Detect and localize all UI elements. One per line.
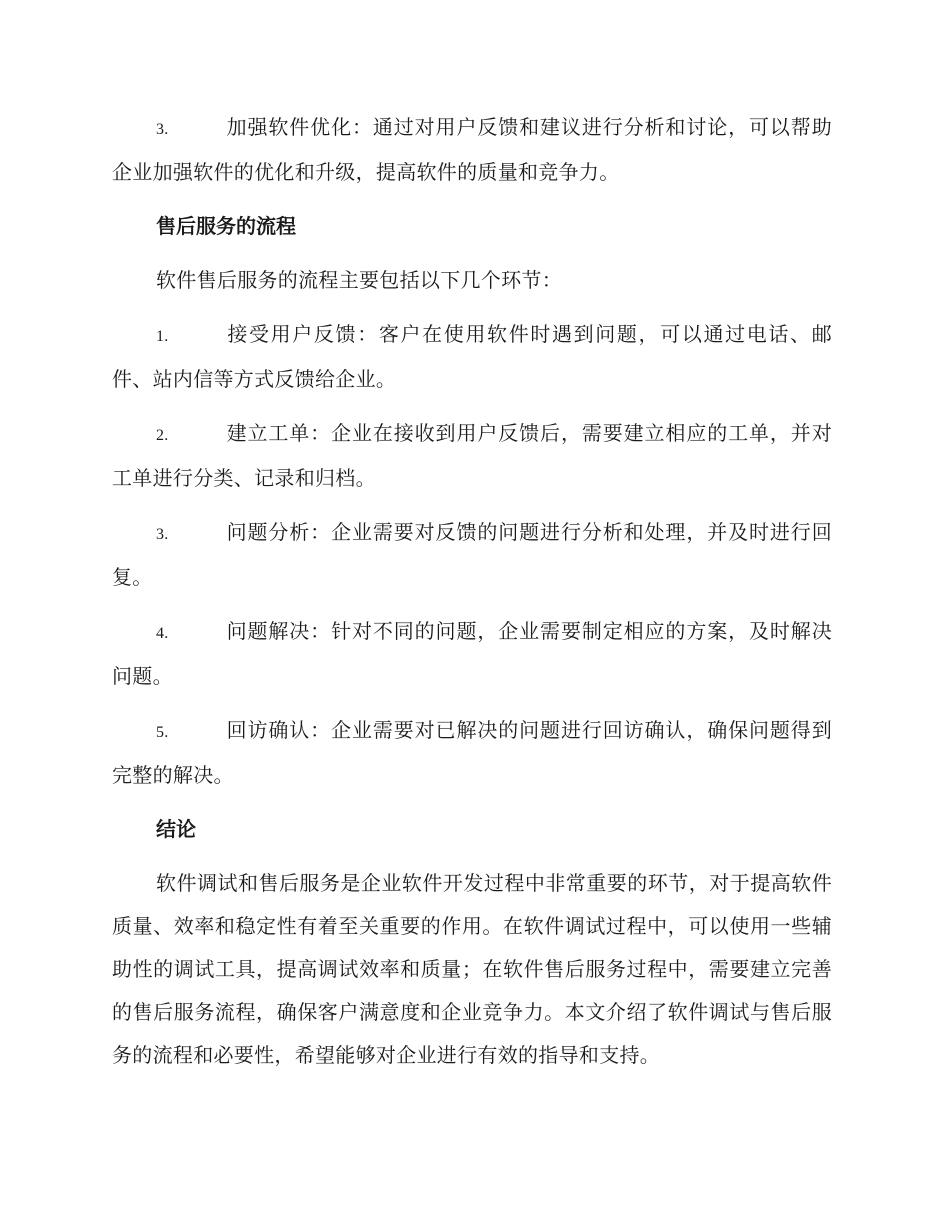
list-item-text: 问题解决：针对不同的问题，企业需要制定相应的方案，及时解决问题。 <box>112 619 832 688</box>
list-item-number: 1. <box>156 328 169 345</box>
list-item-text: 接受用户反馈：客户在使用软件时遇到问题，可以通过电话、邮件、站内信等方式反馈给企业。 <box>112 322 832 391</box>
section-heading-process: 售后服务的流程 <box>156 214 296 238</box>
list-item-number: 3. <box>156 121 169 138</box>
list-item <box>112 511 832 599</box>
section-heading-conclusion: 结论 <box>156 817 196 841</box>
list-item-number: 4. <box>156 625 169 642</box>
process-intro-paragraph: 软件售后服务的流程主要包括以下几个环节： <box>156 268 562 292</box>
list-item-number: 2. <box>156 427 169 444</box>
list-item-text: 建立工单：企业在接收到用户反馈后，需要建立相应的工单，并对工单进行分类、记录和归档。 <box>112 421 832 490</box>
document-content <box>112 106 832 1088</box>
list-item <box>112 610 832 698</box>
list-item-text: 回访确认：企业需要对已解决的问题进行回访确认，确保问题得到完整的解决。 <box>112 718 832 787</box>
list-item <box>112 412 832 500</box>
list-item-text: 问题分析：企业需要对反馈的问题进行分析和处理，并及时进行回复。 <box>112 520 832 589</box>
list-item <box>112 313 832 401</box>
list-item-number: 3. <box>156 526 169 543</box>
list-item <box>112 709 832 797</box>
list-item-optimize <box>112 106 832 194</box>
conclusion-paragraph: 软件调试和售后服务是企业软件开发过程中非常重要的环节，对于提高软件质量、效率和稳定性有着至关重要的作用。在软件调试过程中，可以使用一些辅助性的调试工具，提高调试效率和质量；在软件售后服务过程中，需要建立完善的售后服务流程，确保客户满意度和企业竞争力。本文介绍了软件调试与售后服务的流程和必要性，希望能够对企业进行有效的指导和支持。 <box>112 871 832 1067</box>
list-item-text: 加强软件优化：通过对用户反馈和建议进行分析和讨论，可以帮助企业加强软件的优化和升级，提高软件的质量和竞争力。 <box>112 115 832 184</box>
list-item-number: 5. <box>156 724 169 741</box>
